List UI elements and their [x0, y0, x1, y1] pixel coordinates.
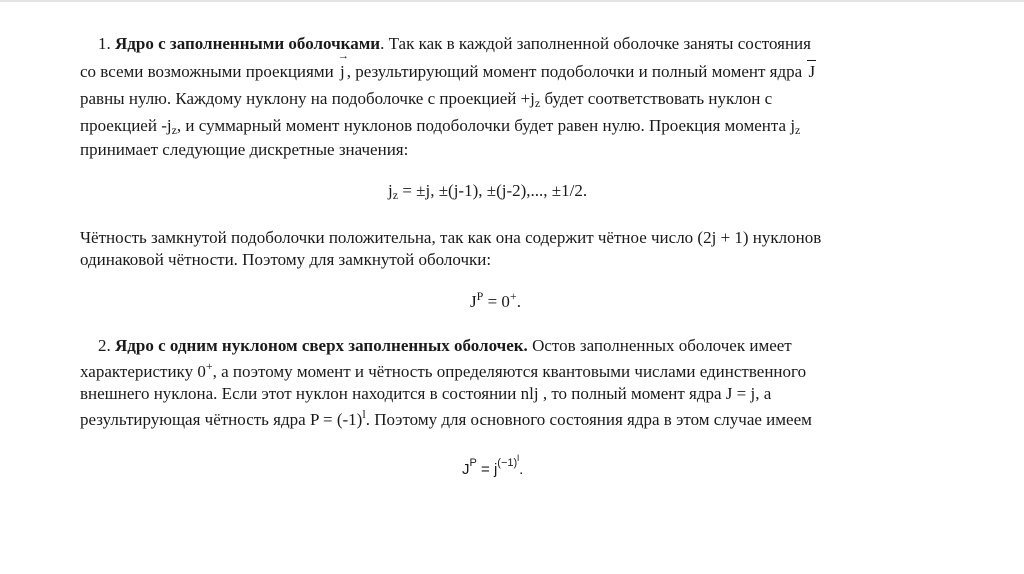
vector-J: J: [808, 62, 816, 81]
sec1-line-1: [98, 34, 811, 54]
sec2-line-1: 2. Ядро с одним нуклоном сверх заполненных оболочек. Остов заполненных оболочек имеет: [98, 336, 792, 355]
formula-parity-closed: $J^P = 0^+$.: [470, 289, 521, 311]
sec2-number: 2.: [98, 336, 115, 355]
parity-line-1: Чётность замкнутой подоболочки положительна, так как она содержит чётное число (2j + 1) нуклонов: [80, 228, 822, 247]
sec1-number: 1.: [98, 34, 115, 53]
sec1-title: Ядро с заполненными оболочками: [115, 34, 381, 53]
parity-line-2: одинаковой чётности. Поэтому для замкнутой оболочки:: [80, 250, 492, 269]
sec2-title: Ядро с одним нуклоном сверх заполненных оболочек.: [115, 336, 528, 355]
formula-jz: $j_z = \pm j$, ±(j-1), ±(j-2),..., ±1/2.: [388, 181, 588, 202]
sec1-line-5: принимает следующие дискретные значения:: [80, 140, 409, 159]
top-border: [0, 0, 1024, 2]
formula-parity-single: $J^P = j^{(-1)^l}$.: [462, 453, 524, 478]
sec1-line-4: проекцией $-j_z$, и суммарный момент нуклонов подоболочки будет равен нулю. Проекция момента $j_z$: [80, 116, 801, 137]
sec1-line-3: равны нулю. Каждому нуклону на подоболочке с проекцией $+j_z$ будет соответствовать нуклон с: [80, 89, 773, 110]
sec2-line-3: внешнего нуклона. Если этот нуклон находится в состоянии nlj , то полный момент ядра J = j, а: [80, 384, 772, 403]
sec2-line-4: результирующая чётность ядра $P = (-1)^l$. Поэтому для основного состояния ядра в этом случае имеем: [80, 407, 812, 429]
sec2-line-2: характеристику 0+, а поэтому момент и чётность определяются квантовыми числами единственного: [80, 359, 807, 381]
sec1-text: . Так как в каждой заполненной оболочке заняты состояния: [380, 34, 811, 53]
vector-j: → j: [338, 62, 347, 82]
sec1-line-2: со всеми возможными проекциями → j , результирующий момент подоболочки и полный момент ядра J: [80, 62, 817, 82]
